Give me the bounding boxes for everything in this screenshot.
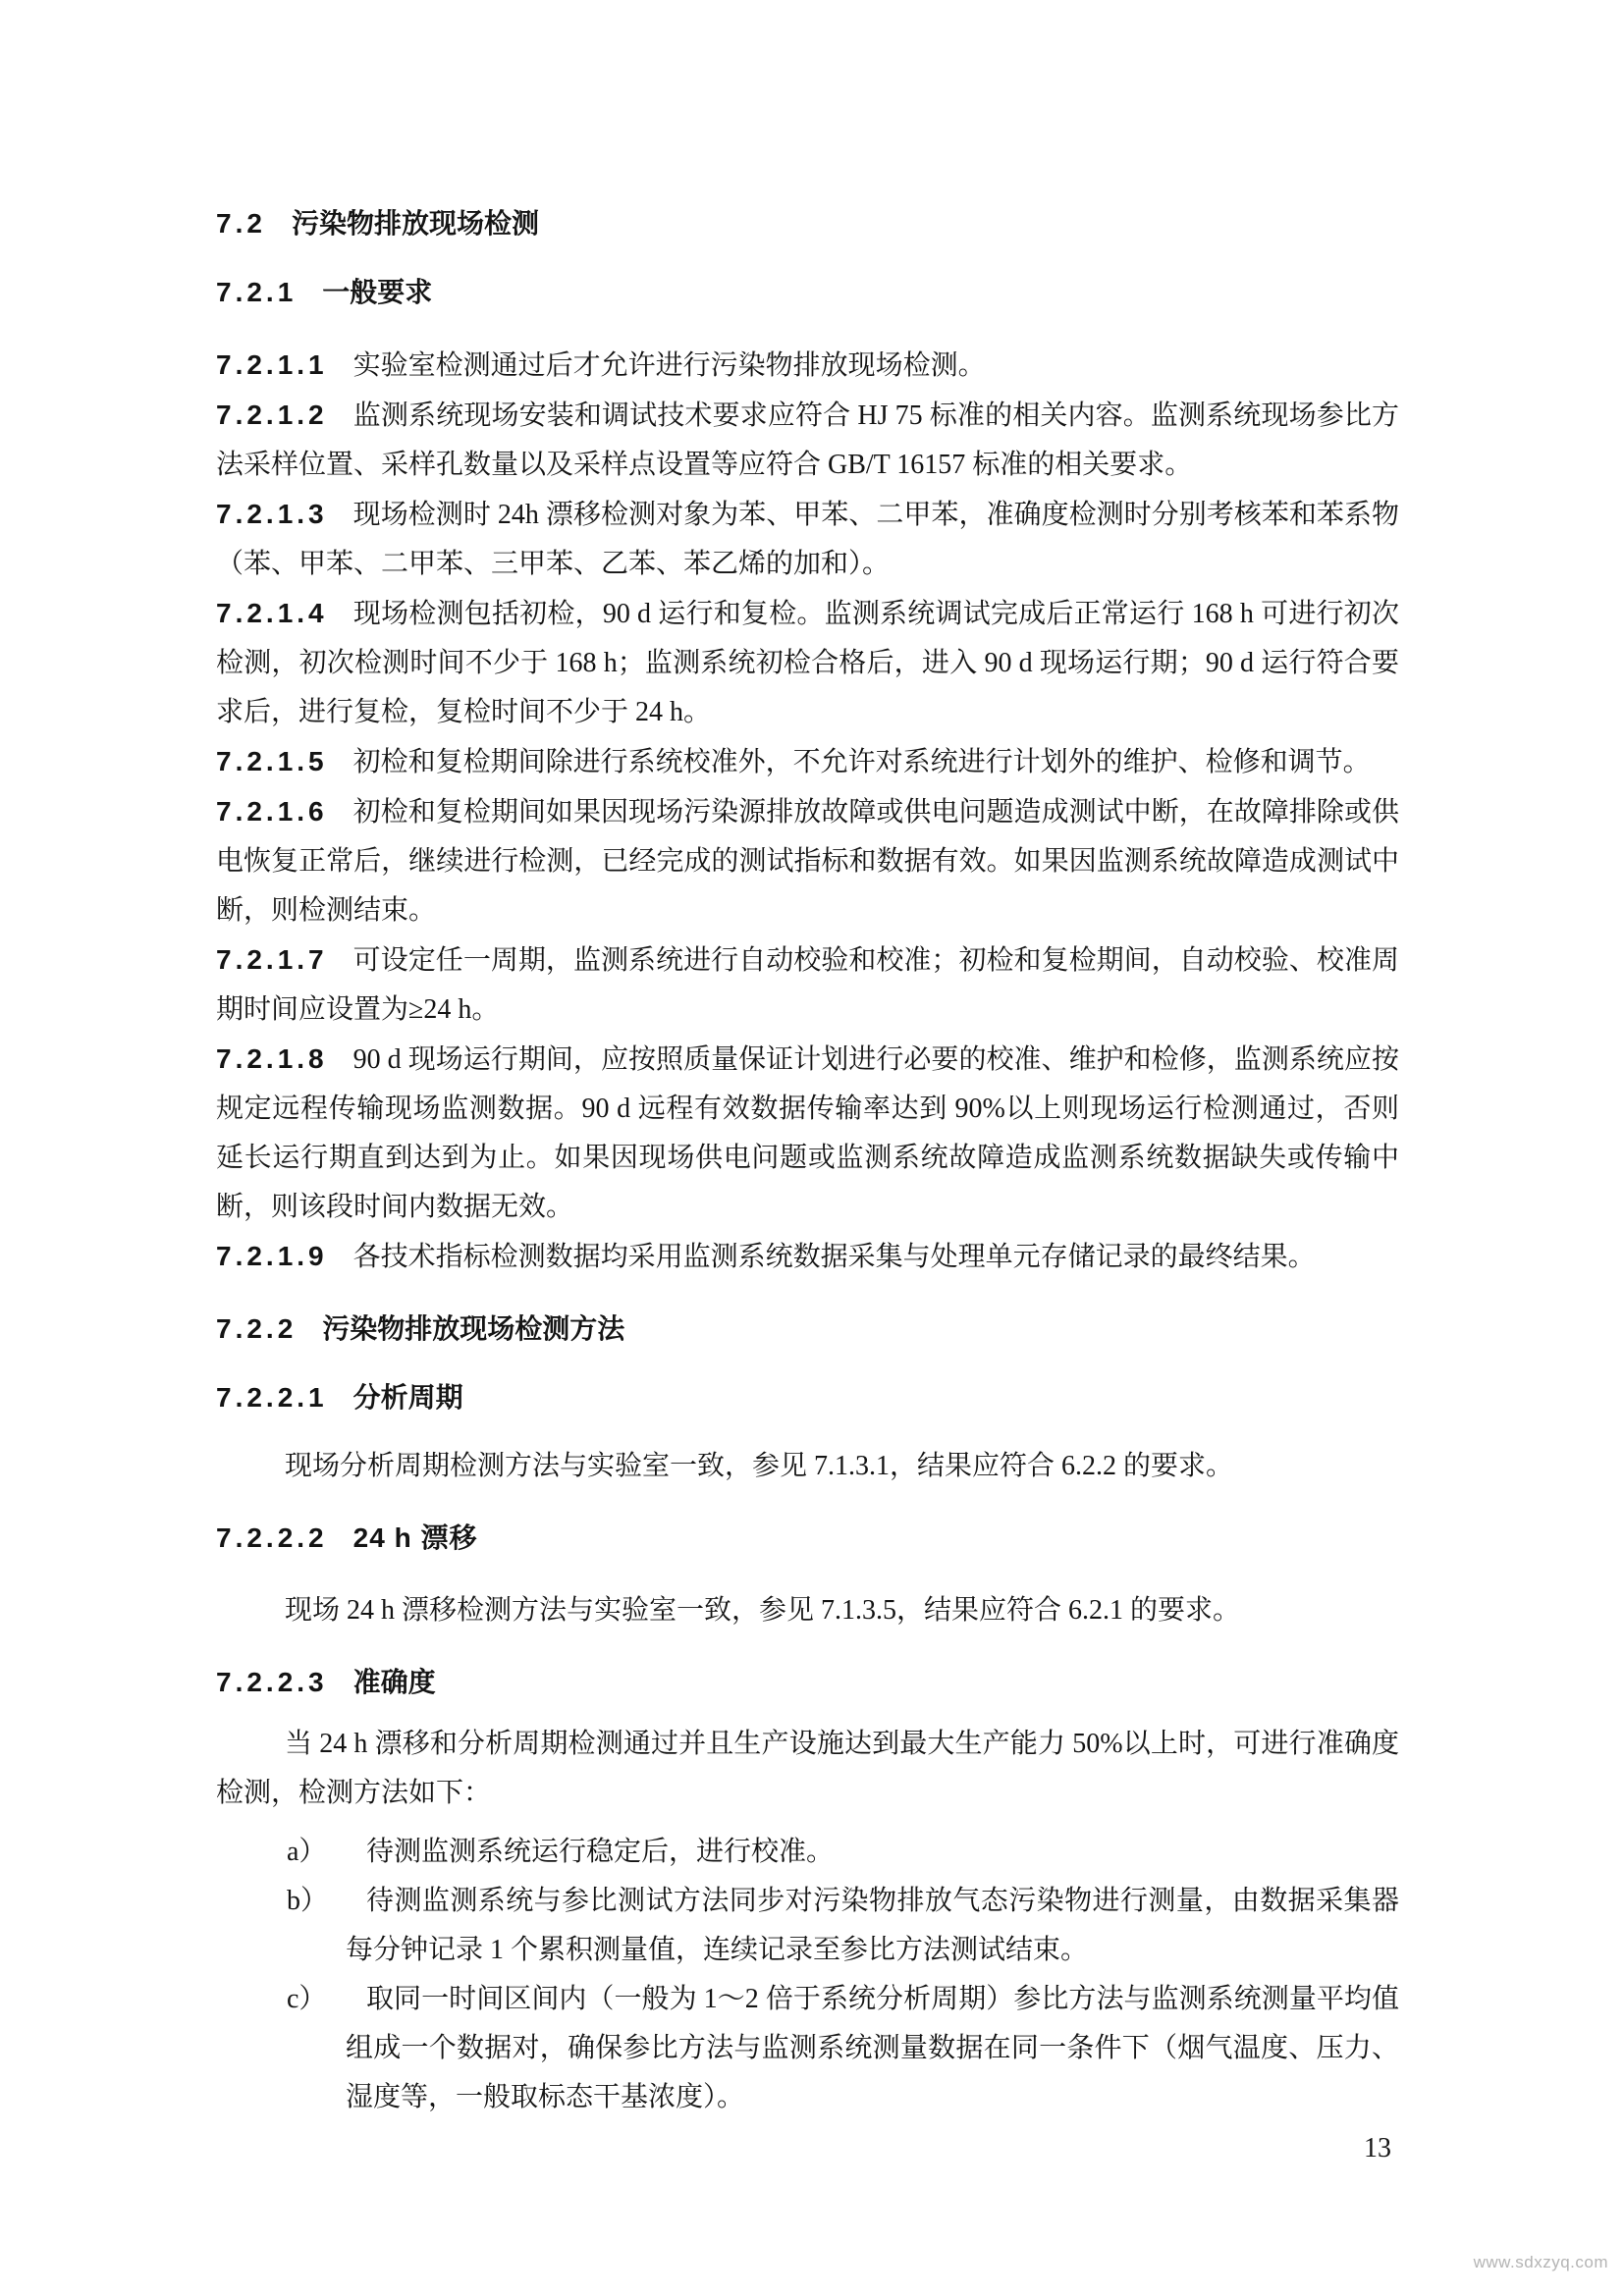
clause-number: 7.2.1.5 — [216, 746, 328, 776]
list-item-a — [216, 1828, 1399, 1877]
heading-7-2-2-2 — [216, 1514, 1399, 1563]
list-item-text: 取同一时间区间内（一般为 1～2 倍于系统分析周期）参比方法与监测系统测量平均值组成一个数据对，确保参比方法与监测系统测量数据在同一条件下（烟气温度、压力、湿度等，一般取标态干基浓度）。 — [346, 1984, 1399, 2112]
heading-number: 7.2.2.1 — [216, 1382, 328, 1413]
heading-7-2-2-3 — [216, 1658, 1399, 1707]
list-item-b — [216, 1877, 1399, 1975]
heading-number: 7.2 — [216, 208, 266, 239]
clause-number: 7.2.1.7 — [216, 944, 328, 975]
heading-7-2-2-1 — [216, 1373, 1399, 1422]
watermark: www.sdxzyq.com — [1473, 2253, 1608, 2271]
clause-7-2-1-4 — [216, 589, 1399, 737]
clause-number: 7.2.1.6 — [216, 796, 328, 827]
clause-7-2-1-6 — [216, 787, 1399, 935]
clause-7-2-1-5 — [216, 737, 1399, 787]
clause-text: 现场检测包括初检，90 d 运行和复检。监测系统调试完成后正常运行 168 h 可进行初次检测，初次检测时间不少于 168 h；监测系统初检合格后，进入 90 d 现场运行期；90 d 运行符合要求后，进行复检，复检时间不少于 24 h。 — [216, 599, 1399, 727]
clause-number: 7.2.1.1 — [216, 349, 328, 380]
clause-7-2-1-2 — [216, 391, 1399, 490]
clause-7-2-1-8 — [216, 1035, 1399, 1232]
heading-7-2 — [216, 199, 1399, 248]
clause-number: 7.2.1.2 — [216, 400, 328, 430]
list-item-c — [216, 1975, 1399, 2122]
heading-title: 污染物排放现场检测 — [291, 208, 539, 239]
heading-title: 24 h 漂移 — [352, 1522, 478, 1553]
list-marker: a） — [287, 1837, 327, 1867]
paragraph-accuracy-intro: 当 24 h 漂移和分析周期检测通过并且生产设施达到最大生产能力 50%以上时，可进行准确度检测，检测方法如下： — [216, 1729, 1399, 1808]
heading-title: 分析周期 — [352, 1382, 463, 1413]
clause-text: 初检和复检期间除进行系统校准外，不允许对系统进行计划外的维护、检修和调节。 — [352, 747, 1371, 777]
clause-7-2-1-7 — [216, 935, 1399, 1035]
heading-number: 7.2.1 — [216, 277, 298, 307]
clause-7-2-1-1 — [216, 341, 1399, 391]
clause-text: 现场检测时 24h 漂移检测对象为苯、甲苯、二甲苯，准确度检测时分别考核苯和苯系物（苯、甲苯、二甲苯、三甲苯、乙苯、苯乙烯的加和）。 — [216, 500, 1399, 579]
heading-7-2-2 — [216, 1305, 1399, 1354]
heading-7-2-1 — [216, 268, 1399, 317]
clause-text: 各技术指标检测数据均采用监测系统数据采集与处理单元存储记录的最终结果。 — [352, 1242, 1316, 1272]
clause-number: 7.2.1.3 — [216, 499, 328, 529]
accuracy-method-list — [216, 1828, 1399, 2122]
heading-number: 7.2.2.2 — [216, 1522, 328, 1553]
clause-text: 可设定任一周期，监测系统进行自动校验和校准；初检和复检期间，自动校验、校准周期时间应设置为≥24 h。 — [216, 945, 1399, 1025]
clause-number: 7.2.1.8 — [216, 1043, 328, 1074]
heading-title: 准确度 — [352, 1667, 436, 1697]
paragraph-analysis-period: 现场分析周期检测方法与实验室一致，参见 7.1.3.1，结果应符合 6.2.2 的要求。 — [285, 1451, 1234, 1481]
clause-text: 90 d 现场运行期间，应按照质量保证计划进行必要的校准、维护和检修，监测系统应按规定远程传输现场监测数据。90 d 远程有效数据传输率达到 90%以上则现场运行检测通过，否则延长运行期直到达到为止。如果因现场供电问题或监测系统故障造成监测系统数据缺失或传输中断，则该段时间内数据无效。 — [216, 1044, 1399, 1222]
clause-text: 初检和复检期间如果因现场污染源排放故障或供电问题造成测试中断，在故障排除或供电恢复正常后，继续进行检测，已经完成的测试指标和数据有效。如果因监测系统故障造成测试中断，则检测结束。 — [216, 797, 1399, 926]
list-item-text: 待测监测系统运行稳定后，进行校准。 — [366, 1837, 835, 1867]
clause-text: 监测系统现场安装和调试技术要求应符合 HJ 75 标准的相关内容。监测系统现场参比方法采样位置、采样孔数量以及采样点设置等应符合 GB/T 16157 标准的相关要求。 — [216, 400, 1399, 480]
list-marker: c） — [287, 1984, 327, 2014]
heading-title: 一般要求 — [322, 277, 433, 307]
list-marker: b） — [287, 1886, 329, 1916]
clause-number: 7.2.1.4 — [216, 598, 328, 628]
paragraph-24h-drift: 现场 24 h 漂移检测方法与实验室一致，参见 7.1.3.5，结果应符合 6.2.1 的要求。 — [285, 1595, 1241, 1626]
heading-title: 污染物排放现场检测方法 — [322, 1313, 625, 1344]
clause-text: 实验室检测通过后才允许进行污染物排放现场检测。 — [352, 350, 986, 381]
heading-number: 7.2.2 — [216, 1313, 298, 1344]
list-item-text: 待测监测系统与参比测试方法同步对污染物排放气态污染物进行测量，由数据采集器每分钟记录 1 个累积测量值，连续记录至参比方法测试结束。 — [346, 1886, 1399, 1965]
document-body — [216, 199, 1399, 2173]
clause-7-2-1-9 — [216, 1232, 1399, 1282]
clause-number: 7.2.1.9 — [216, 1241, 328, 1271]
heading-number: 7.2.2.3 — [216, 1667, 328, 1697]
clause-7-2-1-3 — [216, 490, 1399, 589]
page-number: 13 — [1364, 2133, 1391, 2163]
